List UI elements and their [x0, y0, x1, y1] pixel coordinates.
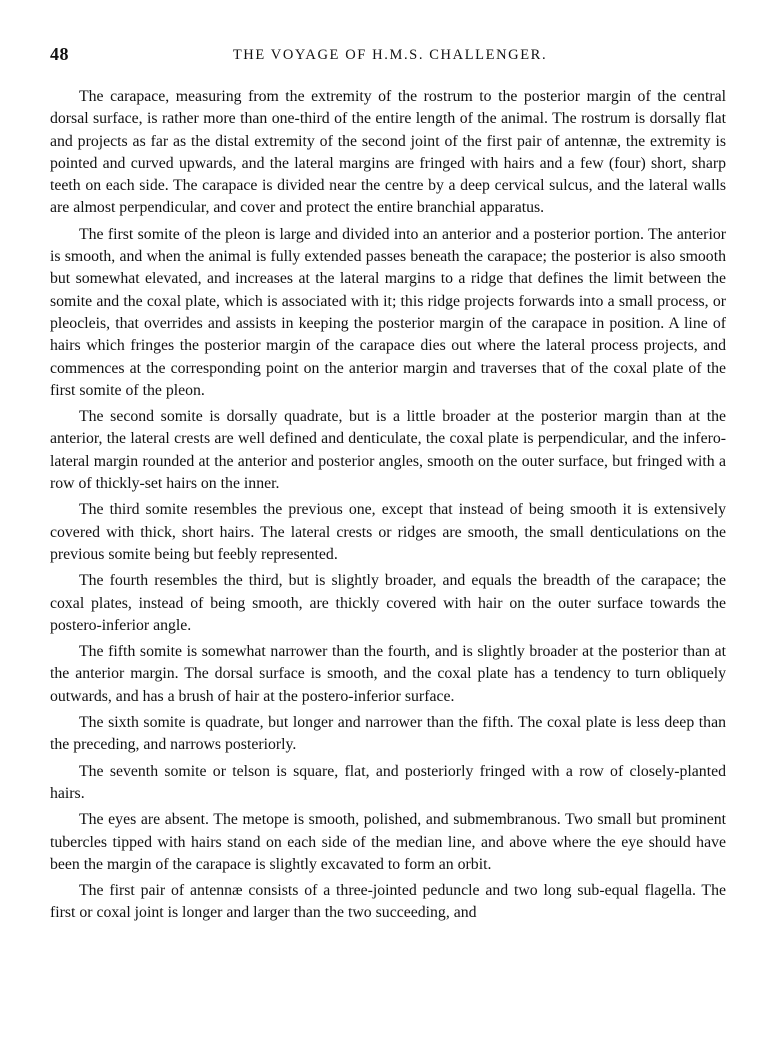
paragraph-sixth-somite: The sixth somite is quadrate, but longer and narrower than the fifth. The coxal plate is less deep than the preceding, and narrows posteriorly.: [50, 714, 726, 754]
paragraph-fourth-somite: The fourth resembles the third, but is slightly broader, and equals the breadth of the carapace; the coxal plates, instead of being smooth, are thickly covered with hair on the outer surface towards the postero-inferior angle.: [50, 572, 726, 634]
paragraph-second-somite: The second somite is dorsally quadrate, but is a little broader at the posterior margin than at the anterior, the lateral crests are well defined and denticulate, the coxal plate is perpendicular, and the infero-lateral margin rounded at the anterior and posterior angles, smooth on the outer surface, but fringed with a row of thickly-set hairs on the inner.: [50, 408, 726, 493]
paragraph-telson: The seventh somite or telson is square, flat, and posteriorly fringed with a row of closely-planted hairs.: [50, 762, 726, 802]
body-text: [50, 86, 726, 929]
running-title: THE VOYAGE OF H.M.S. CHALLENGER.: [232, 47, 548, 63]
paragraph-antennae: The first pair of antennæ consists of a three-jointed peduncle and two long sub-equal flagella. The first or coxal joint is longer and larger than the two succeeding, and: [50, 882, 726, 922]
page-header: [50, 44, 730, 68]
paragraph-fifth-somite: The fifth somite is somewhat narrower than the fourth, and is slightly broader at the posterior than at the anterior margin. The dorsal surface is smooth, and the coxal plate has a tendency to turn obliquely outwards, and has a brush of hair at the postero-inferior surface.: [50, 643, 726, 705]
paragraph-eyes: The eyes are absent. The metope is smooth, polished, and submembranous. Two small but prominent tubercles tipped with hairs stand on each side of the median line, and above where the eye should have been the margin of the carapace is slightly excavated to form an orbit.: [50, 811, 726, 873]
paragraph-first-somite: The first somite of the pleon is large and divided into an anterior and a posterior portion. The anterior is smooth, and when the animal is fully extended passes beneath the carapace; the posterior is also smooth but somewhat elevated, and increases at the lateral margins to a ridge that defines the limit between the somite and the coxal plate, which is associated with it; this ridge projects forwards into a small process, or pleocleis, that overrides and assists in keeping the posterior margin of the carapace in position. A line of hairs which fringes the posterior margin of the carapace dies out where the lateral process projects, and commences at the corresponding point on the anterior margin and traverses that of the coxal plate of the first somite of the pleon.: [50, 225, 726, 399]
paragraph-third-somite: The third somite resembles the previous one, except that instead of being smooth it is extensively covered with thick, short hairs. The lateral crests or ridges are smooth, the small denticulations on the previous somite being but feebly represented.: [50, 501, 726, 563]
page-number: 48: [50, 44, 69, 64]
paragraph-carapace: The carapace, measuring from the extremity of the rostrum to the posterior margin of the central dorsal surface, is rather more than one-third of the entire length of the animal. The rostrum is dorsally flat and projects as far as the distal extremity of the second joint of the first pair of antennæ, the extremity is pointed and curved upwards, and the lateral margins are fringed with hairs and a few (four) short, sharp teeth on each side. The carapace is divided near the centre by a deep cervical sulcus, and the lateral walls are almost perpendicular, and cover and protect the entire branchial apparatus.: [50, 88, 726, 217]
